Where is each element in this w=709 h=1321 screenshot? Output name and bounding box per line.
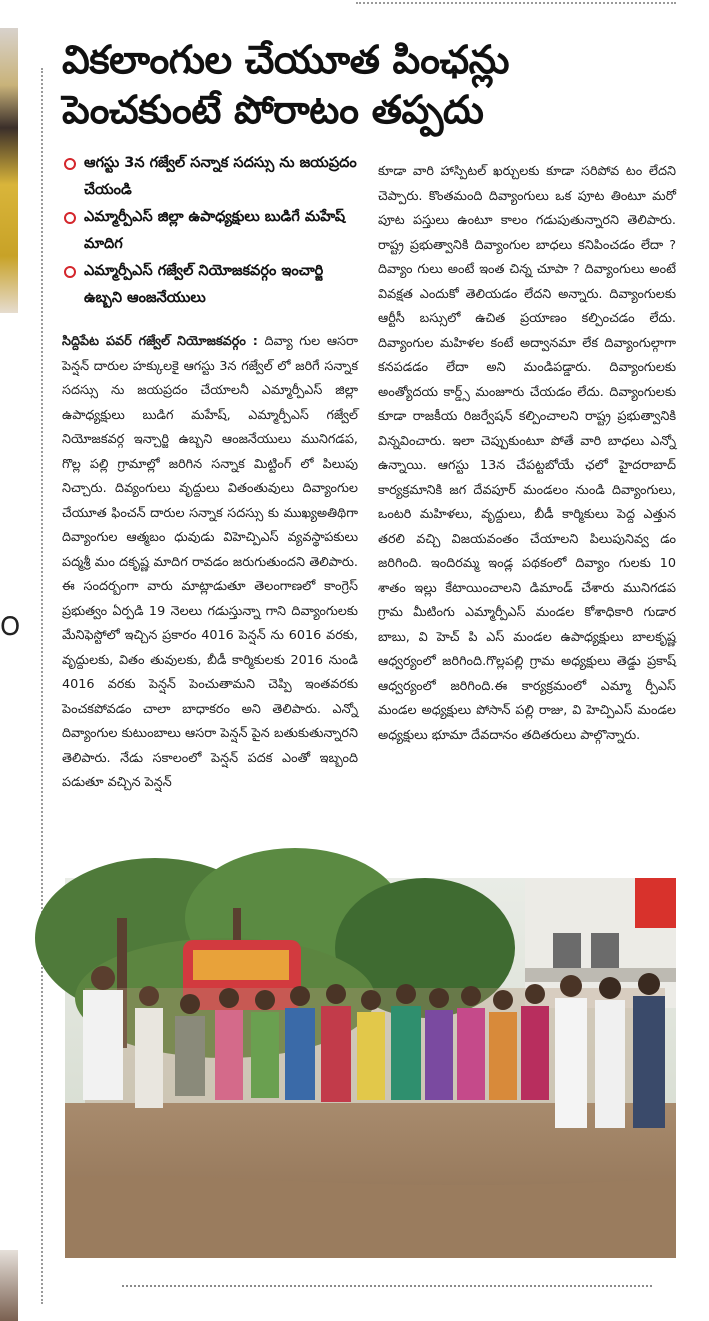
bullet-icon <box>64 212 76 224</box>
event-photo-illustration <box>65 878 676 1258</box>
dateline: సిద్దిపేట పవర్ గజ్వేల్ నియోజకవర్గం : <box>62 334 258 349</box>
subheading-text: ఎమ్మార్పీఎస్ గజ్వేల్ నియోజకవర్గం ఇంచార్జి ఉబ్బని ఆంజనేయులు <box>84 263 324 306</box>
top-divider <box>356 2 676 4</box>
headline <box>62 36 682 136</box>
adjacent-photo-bottom <box>0 1250 18 1321</box>
column-divider <box>41 68 43 1304</box>
subheading-item <box>62 204 362 258</box>
event-photo <box>65 878 676 1258</box>
subheading-item <box>62 258 362 312</box>
bottom-divider <box>122 1285 652 1287</box>
adjacent-photo <box>0 28 18 313</box>
article-body-2: కూడా వారి హాస్పిటల్ ఖర్చులకు కూడా సరిపోవ టం లేదని చెప్పారు. కొంతమంది దివ్యాంగులు ఒక పూట తింటూ మరో పూట పస్తులు ఉంటూ కాలం గడుపుతున్నారని తెలిపారు. రాష్ట్ర ప్రభుత్వానికి దివ్యాంగుల బాధలు కనిపించడం లేదా ? దివ్యాం గులు అంటే ఇంత చిన్న చూపా ? దివ్యాంగులు అంటే వివక్షత ఎందుకో తెలియడం లేదని అన్నారు. దివ్యాంగులకు ఆర్టీసీ బస్సులో ఉచిత ప్రయాణం కల్పించడం లేదు. దివ్యాంగుల మహిళల కంటే అద్వానమా లేక దివ్యాంగుల్గాగా కనపడడం లేదా అని మండిపడ్డారు. దివ్యాంగులకు అంత్యోదయ కార్డ్స్ మంజూరు చేయడం లేదు. దివ్యాంగులకు కూడా రాజకీయ రిజర్వేషన్ కల్పించాలని రాష్ట్ర ప్రభుత్వానికి విన్నవించారు. ఇలా చెప్పుకుంటూ పోతే వారి బాధలు ఎన్నో ఉన్నాయి. ఆగస్టు 13న చేపట్టబోయే ఛలో హైదరాబాద్ కార్యక్రమానికి జగ దేవపూర్ మండలం నుండి దివ్యాంగులు, ఒంటరి మహిళలు, వృద్దులు, బీడీ కార్మికులు పెద్ద ఎత్తున తరలి వచ్చి విజయవంతం చేయాలని పిలుపునివ్వ డం జరిగింది. ఇందిరమ్మ ఇండ్ల పథకంలో దివ్యాం గులకు 10 శాతం ఇల్లు కేటాయించాలని డిమాండ్ చేశారు మునిగడప గ్రామ మీటింగు ఎమ్మార్పీఎస్ మండల కోశాధికారి గుడార బాబు, వి హెచ్ పి ఎస్ మండల ఉపాధ్యక్షులు బాలకృష్ణ ఆధ్వర్యంలో జరిగింది.గొల్లపల్లి గ్రామ అధ్యక్షులు తెడ్డు ప్రకాష్ ఆధ్వర్యంలో జరిగింది.ఈ కార్యక్రమంలో ఎమ్మా ర్పీఎస్ మండల అధ్యక్షులు పోసాన్ పల్లి రాజు, వి హెచ్పిఎస్ మండల అధ్యక్షులు భూమా దేవదానం తదితరులు పాల్గొన్నారు. <box>378 164 676 743</box>
subheading-text: ఎమ్మార్పీఎస్ జిల్లా ఉపాధ్యక్షులు బుడిగే మహేష్ మాదిగ <box>84 209 346 252</box>
bullet-icon <box>64 266 76 278</box>
headline-line-2: పెంచకుంటే పోరాటం తప్పదు <box>62 88 484 133</box>
adjacent-glyph: ౦ <box>0 608 21 643</box>
subheading-item <box>62 150 362 204</box>
adjacent-article-strip <box>0 0 21 1321</box>
subheading-text: ఆగస్టు 3న గజ్వేల్ సన్నాక సదస్సు ను జయప్రదం చేయండి <box>84 155 357 198</box>
bullet-icon <box>64 158 76 170</box>
article-column-1 <box>62 330 358 796</box>
article-body-1: దివ్యా గుల ఆసరా పెన్షన్ దారుల హక్కులకై ఆగస్టు 3న గజ్వేల్ లో జరిగే సన్నాక సదస్సు ను జయప్రదం చేయాలనీ ఎమ్మార్పీఎస్ జిల్లా ఉపాధ్యక్షులు బుడిగ మహేష్, ఎమ్మార్పీఎస్ గజ్వేల్ నియోజకవర్గ ఇన్చార్జి ఉబ్బని ఆంజనేయులు మునిగడప, గొల్ల పల్లి గ్రామాల్లో జరిగిన సన్నాక మిట్టింగ్ లో పిలుపు నిచ్చారు. దివ్యంగులు వృద్దులు వితంతువులు దివ్యాంగుల చేయూత ఫించన్ దారుల సన్నాక సదస్సు కు ముఖ్యఅతిథిగా దివ్యాంగుల ఆత్మబం ధువుడు విహెచ్పిఎస్ వ్యవస్థాపకులు పద్మశ్రీ మం దకృష్ణ మాదిగ రావడం జరుగుతుందని తెలిపారు. ఈ సందర్బంగా వారు మాట్లాడుతూ తెలంగాణలో కాంగ్రెస్ ప్రభుత్వం ఏర్పడి 19 నెలలు గడుస్తున్నా గాని దివ్యాంగులకు మేనిఫెస్టోలో ఇచ్చిన ప్రకారం 4016 పెన్షన్ ను 6016 వరకు, వృద్దులకు, వితం తువులకు, బీడీ కార్మికులకు 2016 నుండి 4016 వరకు పెన్షన్ పెంచుతామని చెప్పి ఇంతవరకు పెంచకపోవడం చాలా బాధాకరం అని తెలిపారు. ఎన్నో దివ్యాంగుల కుటుంబాలు ఆసరా పెన్షన్ పైన బతుకుతున్నారని తెలిపారు. నేడు సకాలంలో పెన్షన్ పదక ఎంతో ఇబ్బంది పడుతూ వచ్చిన పెన్షన్ <box>62 334 359 790</box>
subheading-list <box>62 150 362 312</box>
next-article-headline-fragment <box>62 1300 682 1321</box>
headline-line-1: వికలాంగుల చేయూత పింఛన్లు <box>62 38 510 83</box>
article-column-2 <box>378 160 676 748</box>
